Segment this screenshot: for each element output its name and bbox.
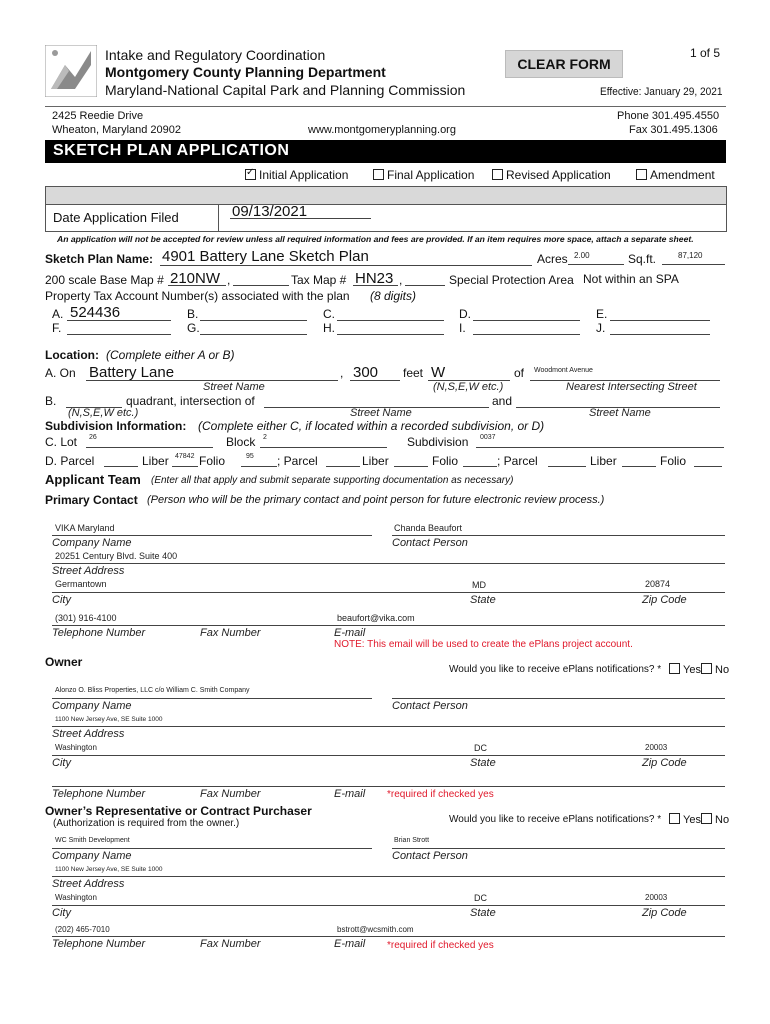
- rep-state-value[interactable]: DC: [474, 893, 487, 903]
- acres-label: Acres: [537, 252, 568, 266]
- street-name-caption: Street Name: [203, 381, 265, 393]
- rep-eplans-question: Would you like to receive ePlans notifications? *: [449, 814, 662, 825]
- page-title: SKETCH PLAN APPLICATION: [53, 142, 290, 159]
- checkbox-icon[interactable]: [636, 169, 647, 180]
- tax-map-label: Tax Map #: [291, 273, 347, 287]
- subdivision-name-label: Subdivision: [407, 435, 469, 449]
- primary-contact-instruction: (Person who will be the primary contact and point person for future electronic review process.): [147, 494, 605, 506]
- block-value[interactable]: 2: [263, 434, 267, 441]
- owner-label: Owner: [45, 655, 83, 669]
- rep-yes-option[interactable]: Yes: [669, 813, 701, 826]
- liber-label-2: Liber: [362, 454, 389, 468]
- folio-value[interactable]: 95: [246, 453, 254, 460]
- checkbox-icon[interactable]: [669, 813, 680, 824]
- checkbox-icon[interactable]: [492, 169, 503, 180]
- phone-number: Phone 301.495.4550: [617, 110, 720, 122]
- rep-contact-value[interactable]: Brian Strott: [394, 837, 430, 844]
- account-h-label: H.: [323, 321, 335, 335]
- rep-zip-value[interactable]: 20003: [645, 893, 668, 902]
- rep-label: Owner’s Representative or Contract Purchaser: [45, 804, 312, 818]
- account-j-label: J.: [596, 321, 606, 335]
- zip-caption: Zip Code: [642, 594, 687, 606]
- telephone-caption: Telephone Number: [52, 627, 146, 639]
- owner-fax-caption: Fax Number: [200, 788, 261, 800]
- owner-company-value[interactable]: Alonzo O. Bliss Properties, LLC c/o William C. Smith Company: [55, 687, 250, 694]
- parcel-label-2: ; Parcel: [277, 454, 318, 468]
- rep-company-value[interactable]: WC Smith Development: [55, 837, 130, 844]
- page-number: 1 of 5: [690, 46, 721, 60]
- applicant-team-instruction: (Enter all that apply and submit separate supporting documentation as necessary): [151, 475, 514, 486]
- company-name-caption: Company Name: [52, 537, 132, 549]
- rep-company-caption: Company Name: [52, 850, 132, 862]
- owner-state-value[interactable]: DC: [474, 743, 487, 753]
- base-map-label: 200 scale Base Map #: [45, 273, 164, 287]
- account-a-value[interactable]: 524436: [70, 304, 121, 321]
- folio-label-2: Folio: [432, 454, 459, 468]
- owner-street-caption: Street Address: [52, 728, 125, 740]
- account-b-label: B.: [187, 307, 199, 321]
- checkbox-checked-icon[interactable]: [245, 169, 256, 180]
- clear-form-button[interactable]: [505, 50, 623, 78]
- rep-no-option[interactable]: No: [701, 813, 729, 826]
- primary-contact-value[interactable]: Chanda Beaufort: [394, 523, 463, 533]
- account-c-label: C.: [323, 307, 335, 321]
- location-distance-value[interactable]: 300: [353, 364, 379, 381]
- tax-map-value[interactable]: HN23: [355, 270, 394, 287]
- plan-name-value[interactable]: 4901 Battery Lane Sketch Plan: [162, 248, 369, 265]
- direction-caption: (N,S,E,W etc.): [433, 381, 504, 393]
- subdivision-label: Subdivision Information:: [45, 419, 187, 433]
- notice-text: An application will not be accepted for review unless all required information and fees are provided. If an item requires more space, attach a separate sheet.: [57, 234, 694, 244]
- effective-date: Effective: January 29, 2021: [600, 86, 723, 98]
- fax-number: Fax 301.495.1306: [629, 124, 718, 136]
- address-line-1: 2425 Reedie Drive: [52, 110, 144, 122]
- account-i-label: I.: [459, 321, 466, 335]
- owner-company-caption: Company Name: [52, 700, 132, 712]
- direction-caption-2: (N,S,E,W etc.): [68, 407, 139, 419]
- subdivision-instruction: (Complete either C, if located within a recorded subdivision, or D): [198, 419, 545, 433]
- location-b-label: B.: [45, 394, 57, 408]
- org-line-3: Maryland-National Capital Park and Planning Commission: [105, 82, 466, 98]
- rep-zip-caption: Zip Code: [642, 907, 687, 919]
- rep-required-note: *required if checked yes: [387, 940, 494, 951]
- street-address-caption: Street Address: [52, 565, 125, 577]
- block-label: Block: [226, 435, 256, 449]
- mncppc-logo-icon: [45, 45, 97, 97]
- location-direction-value[interactable]: W: [431, 364, 446, 381]
- account-f-label: F.: [52, 321, 62, 335]
- revised-application-option[interactable]: Revised Application: [492, 168, 611, 182]
- applicant-team-label: Applicant Team: [45, 472, 141, 487]
- primary-city-value[interactable]: Germantown: [55, 579, 107, 589]
- primary-street-value[interactable]: 20251 Century Blvd. Suite 400: [55, 551, 178, 561]
- title-bar: [45, 140, 726, 163]
- fax-caption: Fax Number: [200, 627, 261, 639]
- date-filed-value[interactable]: 09/13/2021: [232, 203, 308, 220]
- org-line-2: Montgomery County Planning Department: [105, 64, 386, 80]
- final-application-option[interactable]: Final Application: [373, 168, 474, 182]
- checkbox-icon[interactable]: [373, 169, 384, 180]
- date-filed-label: Date Application Filed: [53, 210, 179, 225]
- sqft-value[interactable]: 87,120: [678, 251, 703, 260]
- account-g-label: G.: [187, 321, 200, 335]
- city-caption: City: [52, 594, 71, 606]
- owner-city-caption: City: [52, 757, 71, 769]
- rep-phone-value[interactable]: (202) 465-7010: [55, 925, 110, 934]
- owner-state-caption: State: [470, 757, 496, 769]
- rep-city-value[interactable]: Washington: [55, 893, 97, 902]
- checkbox-icon[interactable]: [701, 663, 712, 674]
- primary-email-value[interactable]: beaufort@vika.com: [337, 613, 415, 623]
- tax-account-note: (8 digits): [370, 289, 417, 303]
- account-e-label: E.: [596, 307, 608, 321]
- owner-city-value[interactable]: Washington: [55, 743, 97, 752]
- date-filed-box: [45, 186, 727, 232]
- account-a-label: A.: [52, 307, 64, 321]
- parcel-label: D. Parcel: [45, 454, 95, 468]
- owner-required-note: *required if checked yes: [387, 789, 494, 800]
- primary-zip-value[interactable]: 20874: [645, 579, 671, 589]
- nearest-street-caption: Nearest Intersecting Street: [566, 381, 697, 393]
- lot-label: C. Lot: [45, 435, 78, 449]
- rep-email-value[interactable]: bstrott@wcsmith.com: [337, 925, 414, 934]
- initial-application-option[interactable]: ✓Initial Application: [245, 168, 348, 182]
- rep-state-caption: State: [470, 907, 496, 919]
- owner-street-value[interactable]: 1100 New Jersey Ave, SE Suite 1000: [55, 716, 163, 723]
- tax-account-label: Property Tax Account Number(s) associated with the plan: [45, 289, 350, 303]
- owner-zip-caption: Zip Code: [642, 757, 687, 769]
- owner-zip-value[interactable]: 20003: [645, 743, 668, 752]
- sqft-label: Sq.ft.: [628, 252, 657, 266]
- location-label: Location:: [45, 348, 99, 362]
- location-street-value[interactable]: Battery Lane: [89, 364, 175, 381]
- parcel-label-3: ; Parcel: [497, 454, 538, 468]
- location-a-label: A. On: [45, 366, 76, 380]
- owner-contact-caption: Contact Person: [392, 700, 468, 712]
- lot-value[interactable]: 26: [89, 434, 97, 441]
- liber-label-3: Liber: [590, 454, 617, 468]
- intersecting-street-value[interactable]: Woodmont Avenue: [534, 367, 593, 374]
- of-label: of: [514, 366, 525, 380]
- owner-yes-option[interactable]: Yes: [669, 663, 701, 676]
- rep-auth-note: (Authorization is required from the owner.): [53, 818, 240, 829]
- rep-telephone-caption: Telephone Number: [52, 938, 146, 950]
- rep-street-caption: Street Address: [52, 878, 125, 890]
- eplans-note: NOTE: This email will be used to create the ePlans project account.: [334, 639, 633, 650]
- logo: [45, 45, 97, 97]
- owner-telephone-caption: Telephone Number: [52, 788, 146, 800]
- liber-value[interactable]: 47842: [175, 453, 195, 460]
- amendment-option[interactable]: Amendment: [636, 168, 715, 182]
- primary-phone-value[interactable]: (301) 916-4100: [55, 613, 117, 623]
- rep-fax-caption: Fax Number: [200, 938, 261, 950]
- spa-value[interactable]: Not within an SPA: [583, 272, 679, 286]
- street-name-caption-3: Street Name: [589, 407, 651, 419]
- plan-name-label: Sketch Plan Name:: [45, 252, 154, 266]
- folio-label: Folio: [199, 454, 226, 468]
- location-instruction: (Complete either A or B): [106, 348, 235, 362]
- folio-label-3: Folio: [660, 454, 687, 468]
- base-map-value[interactable]: 210NW: [170, 270, 221, 287]
- spa-label: Special Protection Area: [449, 273, 574, 287]
- primary-contact-label: Primary Contact: [45, 493, 138, 507]
- primary-company-value[interactable]: VIKA Maryland: [55, 523, 115, 533]
- owner-no-option[interactable]: No: [701, 663, 729, 676]
- contact-person-caption: Contact Person: [392, 537, 468, 549]
- checkbox-icon[interactable]: [701, 813, 712, 824]
- state-caption: State: [470, 594, 496, 606]
- rep-email-caption: E-mail: [334, 938, 366, 950]
- subdivision-value[interactable]: 0037: [480, 434, 496, 441]
- liber-label: Liber: [142, 454, 169, 468]
- quadrant-label: quadrant, intersection of: [126, 394, 255, 408]
- rep-street-value[interactable]: 1100 New Jersey Ave, SE Suite 1000: [55, 866, 163, 873]
- org-line-1: Intake and Regulatory Coordination: [105, 47, 326, 63]
- rep-city-caption: City: [52, 907, 71, 919]
- checkbox-icon[interactable]: [669, 663, 680, 674]
- owner-email-caption: E-mail: [334, 788, 366, 800]
- account-d-label: D.: [459, 307, 471, 321]
- feet-label: feet: [403, 366, 424, 380]
- address-line-2: Wheaton, Maryland 20902: [52, 124, 182, 136]
- website-link[interactable]: www.montgomeryplanning.org: [308, 124, 456, 136]
- owner-eplans-question: Would you like to receive ePlans notifications? *: [449, 664, 662, 675]
- clear-form-label: CLEAR FORM: [517, 56, 611, 72]
- and-label: and: [492, 394, 513, 408]
- street-name-caption-2: Street Name: [350, 407, 412, 419]
- rep-contact-caption: Contact Person: [392, 850, 468, 862]
- acres-value[interactable]: 2.00: [574, 251, 590, 260]
- primary-state-value[interactable]: MD: [472, 580, 486, 590]
- email-caption: E-mail: [334, 627, 366, 639]
